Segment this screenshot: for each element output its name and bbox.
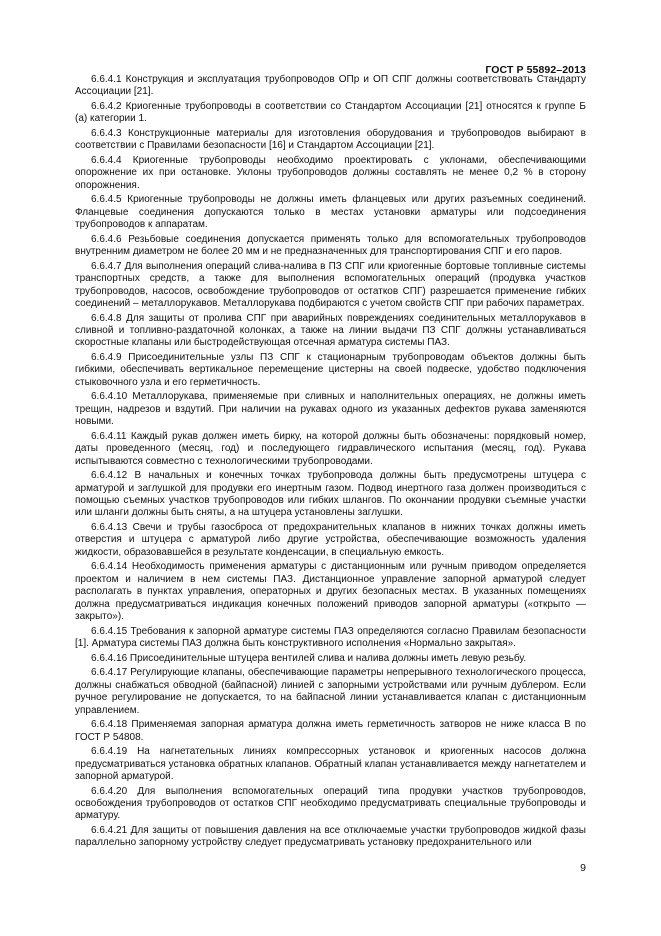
paragraph-6-6-4-10: 6.6.4.10 Металлорукава, применяемые при сливных и наполнительных операциях, не должны иметь трещин, надрезов и вздутий. При наличии на рукавах одного из указанных дефектов рукава заменяются новыми. xyxy=(75,391,586,428)
paragraph-6-6-4-4: 6.6.4.4 Криогенные трубопроводы необходимо проектировать с уклонами, обеспечивающими опорожнение их при остановке. Уклоны трубопроводов должны составлять не менее 0,2 % в сторону опорожнения. xyxy=(75,155,586,191)
paragraph-6-6-4-15: 6.6.4.15 Требования к запорной арматуре системы ПАЗ определяются согласно Правилам безопасности [1]. Арматура системы ПАЗ должна быть конструктивного исполнения «Нормально закрытая». xyxy=(75,625,586,650)
paragraph-6-6-4-16: 6.6.4.16 Присоединительные штуцера вентилей слива и налива должны иметь левую резьбу. xyxy=(91,652,527,664)
paragraph-6-6-4-11: 6.6.4.11 Каждый рукав должен иметь бирку, на которой должны быть обозначены: порядковый номер, даты проведенного (месяц, год) и последующего гидравлического испытания (месяц, год). Рукава испытываются совместно с технологическими трубопроводами. xyxy=(75,430,586,467)
paragraph-6-6-4-3: 6.6.4.3 Конструкционные материалы для изготовления оборудования и трубопроводов выбирают в соответствии с Правилами безопасности [16] и Стандартом Ассоциации [21]. xyxy=(75,128,586,152)
paragraph-6-6-4-13: 6.6.4.13 Свечи и трубы газосброса от предохранительных клапанов в нижних точках должны иметь отверстия и штуцера с арматурой либо другие устройства, обеспечивающие возможность удаления жидкости, образовавшейся в результате конденсации, в специальную емкость. xyxy=(75,522,586,558)
paragraph-6-6-4-17: 6.6.4.17 Регулирующие клапаны, обеспечивающие параметры непрерывного технологического процесса, должны снабжаться обводной (байпасной) линией с запорными устройствами или ручным дублером. Если ручное регулирование не допускается, то на байпасной линии устанавливается клапан с дистанционным управлением. xyxy=(75,667,586,716)
paragraph-6-6-4-20: 6.6.4.20 Для выполнения вспомогательных операций типа продувки участков трубопроводов, освобождения трубопроводов от остатков СПГ необходимо предусматривать специальные трубопроводы и арматуру. xyxy=(75,785,586,822)
paragraph-6-6-4-7: 6.6.4.7 Для выполнения операций слива-налива в ПЗ СПГ или криогенные бортовые топливные системы транспортных средств, а также для выполнения вспомогательных операций (продувка участков трубопроводов, насосов, освобождение трубопроводов от остатков СПГ) разрешается применение гибких соединений – металлорукавов. Металлорукава подбираются с учетом свойств СПГ при рабочих параметрах. xyxy=(75,260,586,310)
paragraph-6-6-4-8: 6.6.4.8 Для защиты от пролива СПГ при аварийных повреждениях соединительных металлорукавов в сливной и топливно-раздаточной колонках, а также на линии выдачи ПЗ СПГ должны устанавливаться скоростные клапаны или быстродействующая отсечная арматура системы ПАЗ. xyxy=(75,312,586,349)
paragraph-6-6-4-18: 6.6.4.18 Применяемая запорная арматура должна иметь герметичность затворов не ниже класса В по ГОСТ Р 54808. xyxy=(75,719,586,743)
paragraph-6-6-4-6: 6.6.4.6 Резьбовые соединения допускается применять только для вспомогательных трубопроводов внутренним диаметром не более 20 мм и не предназначенных для транспортирования СПГ и его паров. xyxy=(75,233,586,258)
paragraph-6-6-4-19: 6.6.4.19 На нагнетательных линиях компрессорных установок и криогенных насосов должна предусматриваться установка обратных клапанов. Обратный клапан устанавливается между нагнетателем и запорной арматурой. xyxy=(75,746,586,782)
paragraph-6-6-4-14: 6.6.4.14 Необходимость применения арматуры с дистанционным или ручным приводом определяется проектом и наличием в нем системы ПАЗ. Дистанционное управление запорной арматурой следует располагать в пунктах управления, операторных и других безопасных местах. В указанных помещениях должна предусматриваться индикация конечных положений приводов запорной арматуры («открыто — закрыто»). xyxy=(75,561,586,623)
paragraph-6-6-4-12: 6.6.4.12 В начальных и конечных точках трубопровода должны быть предусмотрены штуцера с арматурой и заглушкой для продувки его инертным газом. Подвод инертного газа должен производиться с помощью съемных участков трубопроводов или гибких шлангов. По окончании продувки съемные участки или шланги должны быть сняты, а на штуцера установлены заглушки. xyxy=(75,470,586,519)
document-body xyxy=(75,74,586,852)
document-code: ГОСТ Р 55892–2013 xyxy=(485,64,586,76)
paragraph-6-6-4-21: 6.6.4.21 Для защиты от повышения давления на все отключаемые участки трубопроводов жидкой фазы параллельно запорному устройству следует предусматривать установку предохранительного или xyxy=(75,824,586,849)
paragraph-6-6-4-5: 6.6.4.5 Криогенные трубопроводы не должны иметь фланцевых или других разъемных соединений. Фланцевые соединения допускаются только в местах установки арматуры или подсоединения трубопроводов к аппаратам. xyxy=(75,194,586,231)
paragraph-6-6-4-1: 6.6.4.1 Конструкция и эксплуатация трубопроводов ОПр и ОП СПГ должны соответствовать Стандарту Ассоциации [21]. xyxy=(75,74,586,98)
paragraph-6-6-4-2: 6.6.4.2 Криогенные трубопроводы в соответствии со Стандартом Ассоциации [21] относятся к группе Б (а) категории 1. xyxy=(75,101,586,125)
paragraph-6-6-4-9: 6.6.4.9 Присоединительные узлы ПЗ СПГ к стационарным трубопроводам объектов должны быть гибкими, обеспечивать вертикальное перемещение цистерны на своей подвеске, удобство подключения стыковочного узла и его герметичность. xyxy=(75,352,586,388)
page-number: 9 xyxy=(580,862,586,874)
